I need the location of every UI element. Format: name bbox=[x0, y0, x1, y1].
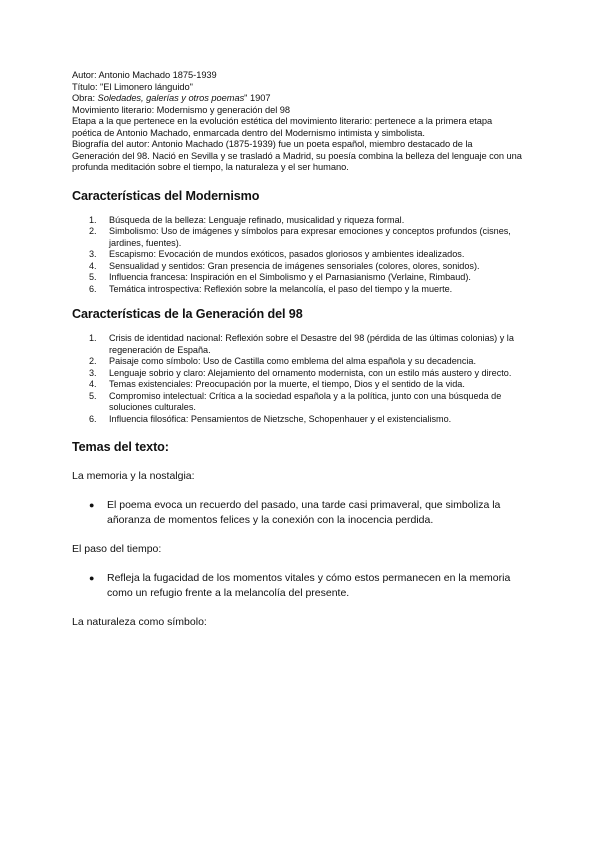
list-text: Crisis de identidad nacional: Reflexión sobre el Desastre del 98 (pérdida de las últimas colonias) y la regeneración de España. bbox=[109, 333, 514, 355]
list-text: Escapismo: Evocación de mundos exóticos, pasados gloriosos y ambientes idealizados. bbox=[109, 249, 465, 259]
list-item bbox=[72, 215, 522, 227]
list-text: Sensualidad y sentidos: Gran presencia de imágenes sensoriales (colores, olores, sonidos). bbox=[109, 260, 480, 271]
list-number: 3. bbox=[89, 249, 97, 259]
work-suffix: " 1907 bbox=[244, 93, 271, 103]
list-item bbox=[72, 272, 522, 284]
author-line: Autor: Antonio Machado 1875-1939 bbox=[72, 70, 217, 80]
list-item bbox=[72, 414, 522, 426]
list-text: Temática introspectiva: Reflexión sobre la melancolía, el paso del tiempo y la muerte. bbox=[109, 283, 453, 294]
modernismo-list bbox=[72, 215, 522, 296]
theme-title-naturaleza: La naturaleza como símbolo: bbox=[72, 616, 207, 628]
bullet-icon: ● bbox=[89, 573, 95, 583]
theme-bullets-memoria bbox=[72, 498, 522, 527]
work-prefix: Obra: bbox=[72, 93, 98, 103]
title-line: Título: "El Limonero lánguido" bbox=[72, 81, 193, 92]
metadata-block bbox=[72, 70, 522, 174]
list-item bbox=[72, 249, 522, 261]
list-text: Simbolismo: Uso de imágenes y símbolos para expresar emociones y conceptos profundos (cisnes, jardines, fuentes). bbox=[109, 226, 511, 248]
list-text: Refleja la fugacidad de los momentos vitales y cómo estos permanecen en la memoria como un refugio frente a la melancolía del presente. bbox=[107, 572, 511, 599]
modernismo-heading: Características del Modernismo bbox=[72, 188, 260, 203]
list-number: 3. bbox=[89, 367, 97, 378]
list-item bbox=[72, 226, 522, 249]
list-item bbox=[72, 391, 522, 414]
list-item bbox=[72, 498, 522, 527]
list-item bbox=[72, 571, 522, 600]
list-number: 4. bbox=[89, 260, 97, 271]
list-text: Influencia francesa: Inspiración en el Simbolismo y el Parnasianismo (Verlaine, Rimbaud). bbox=[109, 272, 471, 282]
theme-bullets-tiempo bbox=[72, 571, 522, 600]
generacion98-list bbox=[72, 333, 522, 425]
list-text: Compromiso intelectual: Crítica a la sociedad española y a la política, junto con una búsqueda de soluciones culturales. bbox=[109, 390, 502, 412]
stage-paragraph: Etapa a la que pertenece en la evolución estética del movimiento literario: pertenece a la primera etapa poética de Antonio Machado, enmarcada dentro del Modernismo intimista y simbolista. bbox=[72, 116, 493, 138]
list-item bbox=[72, 333, 522, 356]
theme-title-tiempo: El paso del tiempo: bbox=[72, 543, 162, 555]
list-number: 6. bbox=[89, 283, 97, 294]
list-item bbox=[72, 284, 522, 296]
temas-heading: Temas del texto: bbox=[72, 440, 169, 454]
list-text: Búsqueda de la belleza: Lenguaje refinado, musicalidad y riqueza formal. bbox=[109, 214, 405, 225]
list-number: 2. bbox=[89, 226, 97, 236]
list-text: Influencia filosófica: Pensamientos de Nietzsche, Schopenhauer y el existencialismo. bbox=[109, 413, 452, 424]
list-number: 4. bbox=[89, 379, 97, 389]
theme-title-memoria: La memoria y la nostalgia: bbox=[72, 470, 195, 482]
list-number: 2. bbox=[89, 356, 97, 366]
list-number: 1. bbox=[89, 214, 97, 225]
list-item bbox=[72, 379, 522, 391]
list-number: 5. bbox=[89, 390, 97, 401]
list-text: Paisaje como símbolo: Uso de Castilla como emblema del alma española y su decadencia. bbox=[109, 356, 476, 366]
document-page bbox=[72, 70, 522, 629]
list-number: 1. bbox=[89, 333, 97, 343]
list-text: Temas existenciales: Preocupación por la muerte, el tiempo, Dios y el sentido de la vida. bbox=[109, 379, 465, 389]
work-title: Soledades, galerías y otros poemas bbox=[97, 93, 245, 103]
generacion98-heading: Características de la Generación del 98 bbox=[72, 307, 303, 321]
biography-paragraph: Biografía del autor: Antonio Machado (1875-1939) fue un poeta español, miembro destacado de la Generación del 98. Nació en Sevilla y se trasladó a Madrid, su poesía combina la belleza del lenguaje con una profunda meditación sobre el tiempo, la naturaleza y el ser humano. bbox=[72, 139, 522, 172]
list-text: Lenguaje sobrio y claro: Alejamiento del ornamento modernista, con un estilo más austero y directo. bbox=[109, 367, 512, 378]
bullet-icon: ● bbox=[89, 500, 95, 510]
list-number: 5. bbox=[89, 272, 97, 282]
movement-line: Movimiento literario: Modernismo y generación del 98 bbox=[72, 104, 291, 115]
list-item bbox=[72, 368, 522, 380]
list-text: El poema evoca un recuerdo del pasado, una tarde casi primaveral, que simboliza la añoranza de momentos felices y la conexión con la inocencia perdida. bbox=[107, 499, 501, 526]
list-item bbox=[72, 356, 522, 368]
work-line bbox=[72, 93, 522, 105]
list-number: 6. bbox=[89, 413, 97, 424]
list-item bbox=[72, 261, 522, 273]
